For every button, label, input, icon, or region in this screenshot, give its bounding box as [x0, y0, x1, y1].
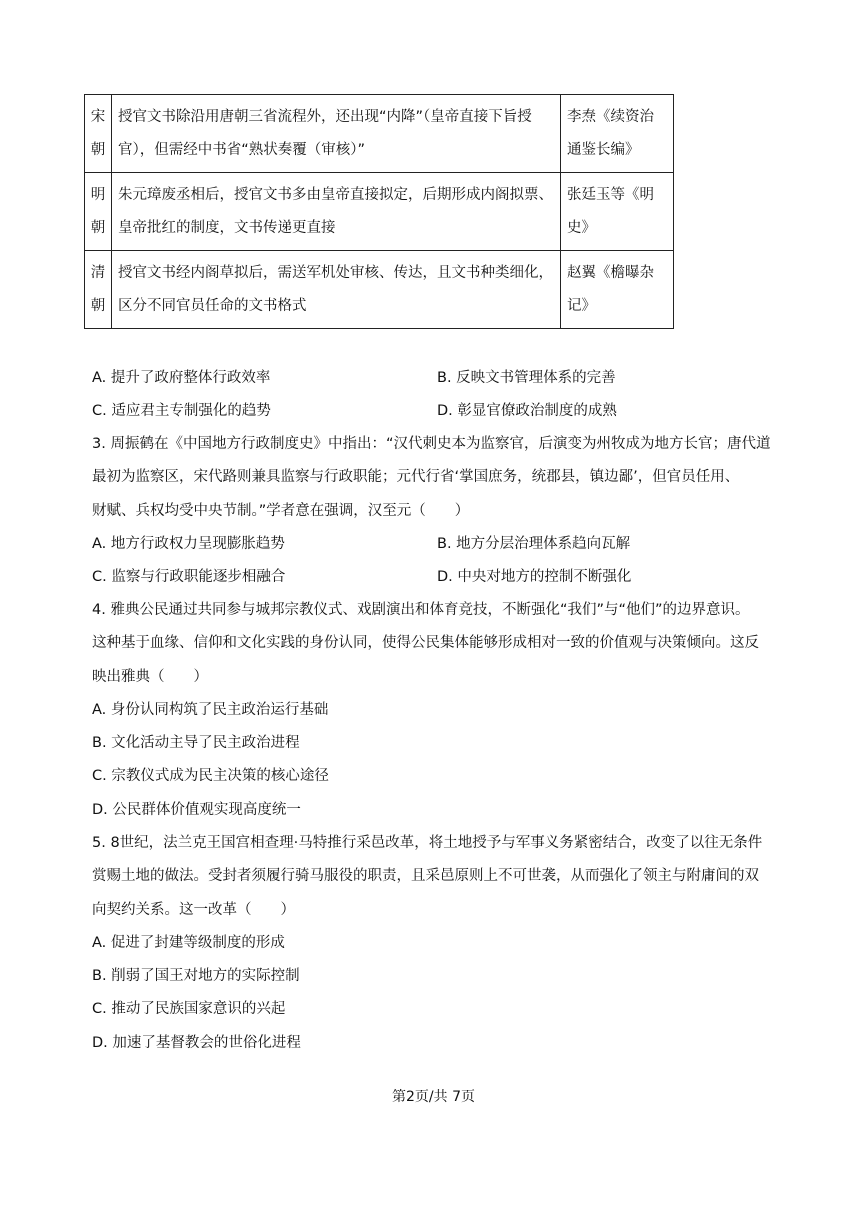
option-b[interactable]: B. 地方分层治理体系趋向瓦解 [437, 535, 631, 552]
option-d[interactable]: D. 中央对地方的控制不断强化 [437, 569, 632, 586]
question-stem-line: 财赋、兵权均受中央节制。”学者意在强调，汉至元（ ） [92, 502, 470, 519]
option-b[interactable]: B. 反映文书管理体系的完善 [437, 370, 616, 386]
content-cell: 授官文书除沿用唐朝三省流程外，还出现“内降”（皇帝直接下旨授官），但需经中书省“熟状奏覆（审核）” [112, 95, 561, 173]
question-2-options [92, 362, 789, 429]
question-stem-line: 映出雅典（ ） [92, 668, 208, 685]
option-b[interactable]: B. 削弱了国王对地方的实际控制 [92, 968, 300, 985]
question-4 [92, 594, 789, 827]
option-d[interactable]: D. 公民群体价值观实现高度统一 [92, 801, 301, 818]
option-a[interactable]: A. 促进了封建等级制度的形成 [92, 934, 285, 951]
source-cell: 赵翼《檐曝杂记》 [561, 251, 674, 329]
question-stem-line: 向契约关系。这一改革（ ） [92, 901, 295, 918]
option-b[interactable]: B. 文化活动主导了民主政治进程 [92, 735, 300, 752]
option-c[interactable]: C. 适应君主专制强化的趋势 [92, 403, 271, 420]
question-stem-line: 3. 周振鹤在《中国地方行政制度史》中指出：“汉代刺史本为监察官，后演变为州牧成为地方长官；唐代道 [92, 436, 771, 452]
page-number: 第2页/共 7页 [392, 1089, 475, 1105]
option-a[interactable]: A. 身份认同构筑了民主政治运行基础 [92, 701, 329, 718]
dynasty-document-table [84, 94, 674, 329]
source-cell: 李焘《续资治通鉴长编》 [561, 95, 674, 173]
option-d[interactable]: D. 加速了基督教会的世俗化进程 [92, 1034, 301, 1051]
option-c[interactable]: C. 推动了民族国家意识的兴起 [92, 1001, 286, 1018]
question-stem-line: 5. 8世纪，法兰克王国宫相查理·马特推行采邑改革，将土地授予与军事义务紧密结合，改变了以往无条件 [92, 835, 763, 851]
question-stem-line: 4. 雅典公民通过共同参与城邦宗教仪式、戏剧演出和体育竞技，不断强化“我们”与“他们”的边界意识。 [92, 602, 750, 618]
dynasty-cell: 宋朝 [85, 95, 112, 173]
option-a[interactable]: A. 地方行政权力呈现膨胀趋势 [92, 535, 285, 552]
question-stem-line: 赏赐土地的做法。受封者须履行骑马服役的职责，且采邑原则上不可世袭，从而强化了领主与附庸间的双 [92, 868, 759, 885]
question-3 [92, 428, 789, 594]
option-c[interactable]: C. 监察与行政职能逐步相融合 [92, 569, 286, 586]
option-c[interactable]: C. 宗教仪式成为民主决策的核心途径 [92, 768, 329, 785]
dynasty-cell: 清朝 [85, 251, 112, 329]
option-d[interactable]: D. 彰显官僚政治制度的成熟 [437, 403, 617, 420]
table-row [85, 95, 674, 173]
source-cell: 张廷玉等《明史》 [561, 173, 674, 251]
question-stem-line: 最初为监察区，宋代路则兼具监察与行政职能；元代行省‘掌国庶务，统郡县，镇边鄙’，但官员任用、 [92, 469, 740, 486]
content-cell: 朱元璋废丞相后，授官文书多由皇帝直接拟定，后期形成内阁拟票、皇帝批红的制度，文书传递更直接 [112, 173, 561, 251]
option-a[interactable]: A. 提升了政府整体行政效率 [92, 370, 271, 386]
table-row [85, 251, 674, 329]
question-stem-line: 这种基于血缘、信仰和文化实践的身份认同，使得公民集体能够形成相对一致的价值观与决策倾向。这反 [92, 635, 759, 652]
content-cell: 授官文书经内阁草拟后，需送军机处审核、传达，且文书种类细化，区分不同官员任命的文书格式 [112, 251, 561, 329]
table-row [85, 173, 674, 251]
question-5 [92, 827, 789, 1060]
dynasty-cell: 明朝 [85, 173, 112, 251]
